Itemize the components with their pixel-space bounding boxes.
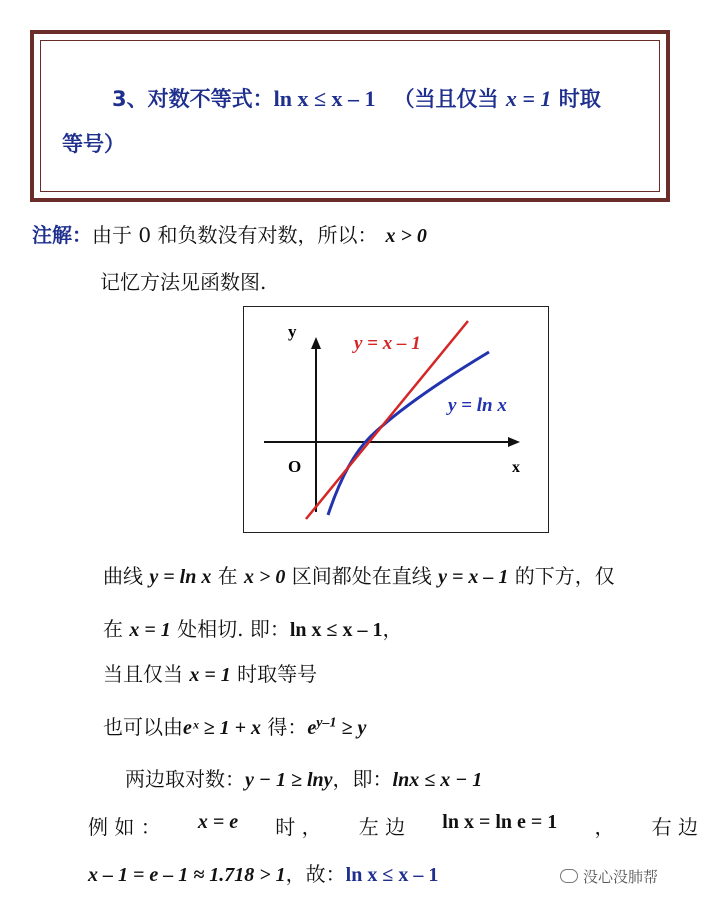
paragraph-6 bbox=[88, 811, 698, 840]
p5-text-b: ，即： bbox=[332, 767, 393, 791]
p1-formula-1: y = ln x bbox=[149, 566, 212, 588]
title-formula: ln x ≤ x – 1 bbox=[273, 86, 376, 111]
p1-formula-3: y = x – 1 bbox=[438, 566, 509, 588]
watermark bbox=[560, 866, 658, 887]
p6-text-c: 左 边 bbox=[358, 815, 406, 839]
y-axis bbox=[311, 337, 321, 512]
p4-formula-2-base: e bbox=[307, 717, 317, 739]
note-line bbox=[32, 219, 427, 248]
memo-line: 记忆方法见函数图. bbox=[100, 270, 267, 294]
p4-text-b: 得： bbox=[261, 715, 308, 739]
title-frame-inner bbox=[40, 40, 660, 192]
line-label: y = x – 1 bbox=[354, 333, 421, 354]
title-line-1 bbox=[112, 83, 601, 113]
p1-text-a: 曲线 bbox=[103, 564, 150, 588]
origin-label: O bbox=[288, 457, 302, 476]
p2-formula-1: x = 1 bbox=[129, 619, 171, 641]
p4-formula-2-rest: ≥ y bbox=[336, 717, 367, 739]
p4-formula-2-exponent: y–1 bbox=[316, 715, 337, 731]
p6-formula-2: ln x = ln e = 1 bbox=[442, 811, 558, 833]
title-condition: x = 1 bbox=[505, 86, 552, 111]
p7-formula-2: ln x ≤ x – 1 bbox=[345, 864, 439, 886]
paragraph-7 bbox=[88, 858, 438, 887]
p6-text-d: ， bbox=[594, 815, 615, 839]
paragraph-2 bbox=[103, 613, 403, 642]
paragraph-4 bbox=[103, 711, 366, 740]
p2-formula-2: ln x ≤ x – 1 bbox=[289, 619, 383, 641]
p7-formula-1: x – 1 = e – 1 ≈ 1.718 > 1 bbox=[88, 864, 286, 886]
p2-text-a: 在 bbox=[103, 617, 130, 641]
p2-text-b: 处相切. 即： bbox=[170, 617, 290, 641]
note-text: 由于 0 和负数没有对数，所以： bbox=[92, 223, 378, 247]
y-axis-label: y bbox=[288, 322, 297, 341]
paragraph-5 bbox=[125, 763, 482, 792]
graph-svg bbox=[244, 307, 548, 532]
p1-text-b: 在 bbox=[211, 564, 245, 588]
p6-text-a: 例 如 ： bbox=[88, 815, 161, 839]
p6-formula-1: x = e bbox=[197, 811, 239, 833]
ln-curve bbox=[328, 352, 489, 515]
title-prefix: 3、对数不等式： bbox=[112, 87, 274, 111]
p4-text-a: 也可以由 bbox=[103, 715, 183, 739]
x-axis-label: x bbox=[512, 459, 520, 476]
function-graph bbox=[243, 306, 549, 533]
p6-text-b: 时 ， bbox=[275, 815, 322, 839]
x-axis bbox=[264, 437, 520, 447]
p6-text-e: 右 边 bbox=[651, 815, 698, 839]
note-label: 注解： bbox=[32, 223, 92, 247]
p3-text-a: 当且仅当 bbox=[103, 662, 190, 686]
curve-label: y = ln x bbox=[448, 395, 507, 416]
p1-text-d: 的下方，仅 bbox=[508, 564, 615, 588]
p5-text-a: 两边取对数： bbox=[125, 767, 245, 791]
p3-text-b: 时取等号 bbox=[230, 662, 318, 686]
p4-formula-1: eˣ ≥ 1 + x bbox=[183, 717, 262, 739]
title-suffix-2: 时取 bbox=[551, 87, 601, 111]
title-line-2: 等号） bbox=[62, 132, 125, 156]
p1-text-c: 区间都处在直线 bbox=[285, 564, 439, 588]
note-formula: x > 0 bbox=[385, 225, 427, 247]
title-frame bbox=[30, 30, 670, 202]
p3-formula: x = 1 bbox=[189, 664, 231, 686]
paragraph-3 bbox=[103, 658, 317, 687]
p5-formula-2: lnx ≤ x − 1 bbox=[392, 769, 483, 791]
watermark-text: 没心没肺帮 bbox=[583, 868, 659, 886]
p2-text-c: ， bbox=[382, 617, 403, 641]
p7-text-a: ，故： bbox=[285, 862, 346, 886]
p5-formula-1: y − 1 ≥ lny bbox=[245, 769, 333, 791]
wechat-icon bbox=[560, 869, 578, 883]
paragraph-1 bbox=[103, 560, 615, 589]
title-suffix-1: （当且仅当 bbox=[393, 87, 506, 111]
p1-formula-2: x > 0 bbox=[244, 566, 286, 588]
